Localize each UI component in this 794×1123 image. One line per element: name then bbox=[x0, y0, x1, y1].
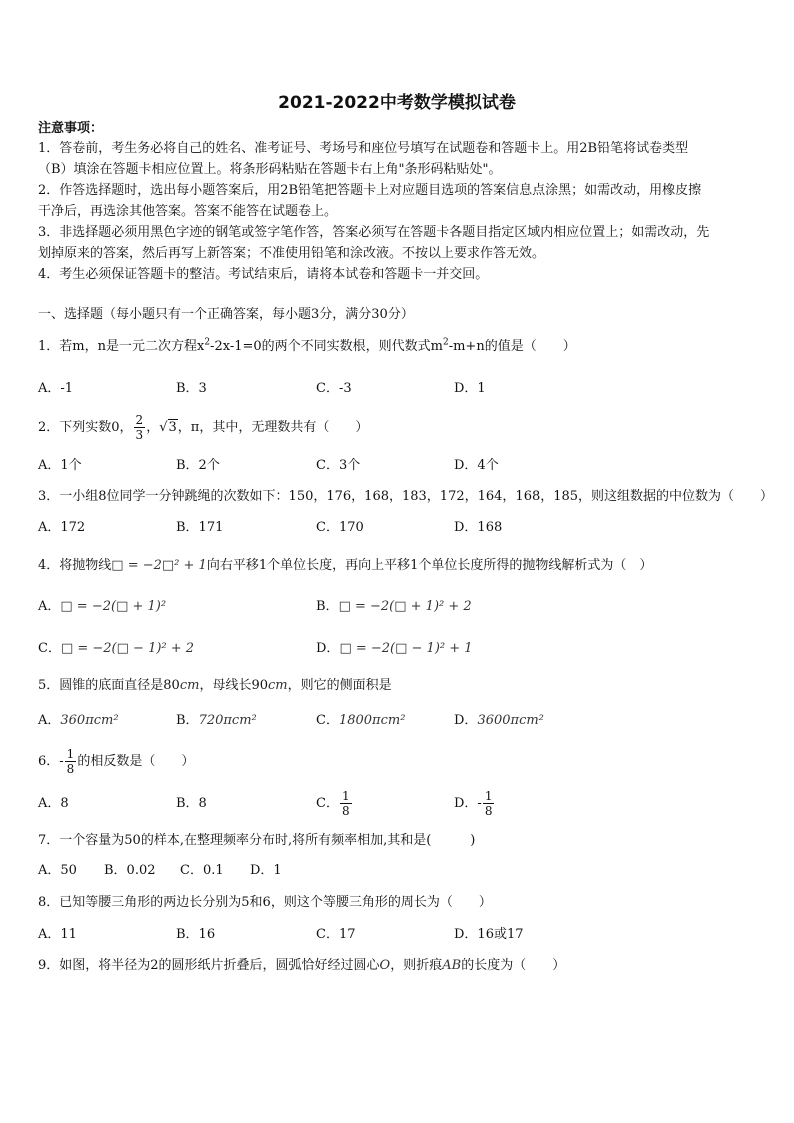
q4-option-b-expr: □ = −2(□ + 1)² + 2 bbox=[338, 599, 472, 614]
q4-option-d bbox=[316, 640, 473, 658]
q4-option-a bbox=[38, 598, 166, 616]
q9-text-b: ，则折痕 bbox=[390, 958, 443, 973]
q2-frac-num: 2 bbox=[135, 413, 144, 427]
q1-text-a: 1．若m，n是一元二次方程x bbox=[38, 339, 205, 354]
question-1 bbox=[38, 338, 576, 356]
q2-frac-den: 3 bbox=[135, 428, 144, 442]
q6-option-d-den: 8 bbox=[484, 804, 493, 818]
q3-option-d: D．168 bbox=[454, 520, 503, 535]
q2-option-b: B．2个 bbox=[176, 458, 220, 473]
sqrt-icon: √ bbox=[159, 420, 168, 435]
q1-option-c: C．-3 bbox=[316, 381, 352, 396]
q4-option-c bbox=[38, 640, 194, 658]
question-9 bbox=[38, 957, 565, 975]
q8-option-d: D．16或17 bbox=[454, 927, 524, 942]
question-4 bbox=[38, 557, 652, 575]
question-5 bbox=[38, 677, 392, 695]
q7-option-b: B．0.02 bbox=[104, 863, 156, 878]
question-8: 8．已知等腰三角形的两边长分别为5和6，则这个等腰三角形的周长为（ ） bbox=[38, 895, 492, 910]
notice-line-3: 2．作答选择题时，选出每小题答案后，用2B铅笔把答题卡上对应题目选项的答案信息点涂黑；如需改动，用橡皮擦 bbox=[38, 183, 702, 198]
notice-line-1: 1．答卷前，考生务必将自己的姓名、准考证号、考场号和座位号填写在试题卷和答题卡上。用2B铅笔将试卷类型 bbox=[38, 141, 689, 156]
q6-frac-num: 1 bbox=[66, 747, 75, 761]
q6-option-c-den: 8 bbox=[341, 804, 350, 818]
q9-fold-line: AB bbox=[442, 958, 462, 973]
q5-option-d-label: D． bbox=[454, 713, 478, 728]
question-2 bbox=[38, 410, 368, 446]
q1-option-d: D．1 bbox=[454, 381, 486, 396]
q4-option-b-label: B． bbox=[316, 599, 339, 614]
q5-option-b-label: B． bbox=[176, 713, 199, 728]
q6-option-b: B．8 bbox=[176, 796, 207, 811]
q4-option-d-expr: □ = −2(□ − 1)² + 1 bbox=[339, 641, 473, 656]
notice-line-6: 划掉原来的答案，然后再写上新答案；不准使用铅笔和涂改液。不按以上要求作答无效。 bbox=[38, 246, 546, 261]
question-6 bbox=[38, 744, 194, 780]
q6-option-d-label: D．- bbox=[454, 796, 482, 811]
q4-option-c-expr: □ = −2(□ − 1)² + 2 bbox=[60, 641, 195, 656]
q2-option-d: D．4个 bbox=[454, 458, 499, 473]
q7-option-a: A．50 bbox=[38, 863, 77, 878]
q4-text-a: 4．将抛物线 bbox=[38, 558, 112, 573]
q9-text-c: 的长度为（ ） bbox=[461, 958, 566, 973]
q6-option-a: A．8 bbox=[38, 796, 69, 811]
q5-option-a bbox=[38, 712, 119, 730]
q6-text-b: 的相反数是（ ） bbox=[77, 754, 195, 769]
q6-option-c bbox=[316, 786, 353, 822]
q2-text-b: ，π，其中，无理数共有（ ） bbox=[177, 420, 369, 435]
q4-option-a-label: A． bbox=[38, 599, 61, 614]
q6-option-c-fraction bbox=[340, 789, 352, 818]
q1-sup2: 2 bbox=[442, 337, 449, 348]
q5-option-c bbox=[316, 712, 405, 730]
q5-text-a: 5．圆锥的底面直径是80 bbox=[38, 678, 180, 693]
q5-text-c: ，则它的侧面积是 bbox=[287, 678, 392, 693]
notice-line-4: 干净后，再选涂其他答案。答案不能答在试题卷上。 bbox=[38, 204, 338, 219]
q2-option-a: A．1个 bbox=[38, 458, 82, 473]
q4-option-d-label: D． bbox=[316, 641, 340, 656]
q2-sep: ， bbox=[146, 420, 160, 435]
q6-option-d-fraction bbox=[483, 789, 495, 818]
q5-option-b bbox=[176, 712, 257, 730]
exam-title: 2021-2022中考数学模拟试卷 bbox=[278, 93, 516, 113]
q8-option-a: A．11 bbox=[38, 927, 77, 942]
q6-option-c-num: 1 bbox=[341, 789, 350, 803]
q5-option-a-expr: 360πcm² bbox=[60, 713, 119, 728]
q5-unit-2: cm bbox=[267, 678, 288, 693]
q5-option-b-expr: 720πcm² bbox=[198, 713, 257, 728]
q2-fraction bbox=[134, 413, 146, 442]
q5-unit-1: cm bbox=[179, 678, 200, 693]
q8-option-c: C．17 bbox=[316, 927, 356, 942]
question-7: 7．一个容量为50的样本,在整理频率分布时,将所有频率相加,其和是( ) bbox=[38, 833, 476, 848]
q9-circle-center: O bbox=[379, 958, 391, 973]
q4-option-b bbox=[316, 598, 472, 616]
q6-text-a: 6．- bbox=[38, 754, 64, 769]
q6-option-d-num: 1 bbox=[484, 789, 493, 803]
q1-text-b: -2x-1=0的两个不同实数根，则代数式m bbox=[210, 339, 443, 354]
q4-option-a-expr: □ = −2(□ + 1)² bbox=[60, 599, 167, 614]
q2-sqrt bbox=[159, 410, 178, 446]
section-heading: 一、选择题（每小题只有一个正确答案，每小题3分，满分30分） bbox=[38, 307, 414, 322]
q5-option-a-label: A． bbox=[38, 713, 61, 728]
notice-line-2: （B）填涂在答题卡相应位置上。将条形码粘贴在答题卡右上角"条形码粘贴处"。 bbox=[38, 162, 502, 177]
q1-option-a: A．-1 bbox=[38, 381, 74, 396]
q3-option-a: A．172 bbox=[38, 520, 86, 535]
q5-option-c-expr: 1800πcm² bbox=[338, 713, 406, 728]
q1-text-c: -m+n的值是（ ） bbox=[448, 339, 576, 354]
q5-option-d-expr: 3600πcm² bbox=[477, 713, 544, 728]
q4-option-c-label: C． bbox=[38, 641, 61, 656]
q6-frac-den: 8 bbox=[66, 762, 75, 776]
q3-option-b: B．171 bbox=[176, 520, 224, 535]
q5-text-b: ，母线长90 bbox=[199, 678, 268, 693]
q2-text-a: 2．下列实数0， bbox=[38, 420, 133, 435]
q4-expr: □ = −2□² + 1 bbox=[111, 558, 207, 573]
notice-heading: 注意事项： bbox=[38, 121, 104, 136]
q8-option-b: B．16 bbox=[176, 927, 216, 942]
q6-option-c-label: C． bbox=[316, 796, 339, 811]
q2-radicand: 3 bbox=[168, 420, 177, 435]
notice-line-7: 4．考生必须保证答题卡的整洁。考试结束后，请将本试卷和答题卡一并交回。 bbox=[38, 267, 489, 282]
q6-option-d bbox=[454, 786, 495, 822]
question-3: 3．一小组8位同学一分钟跳绳的次数如下：150，176，168，183，172，164，168，185，则这组数据的中位数为（ ） bbox=[38, 489, 774, 504]
notice-line-5: 3．非选择题必须用黑色字迹的钢笔或签字笔作答，答案必须写在答题卡各题目指定区域内相应位置上；如需改动，先 bbox=[38, 225, 710, 240]
q4-text-b: 向右平移1个单位长度，再向上平移1个单位长度所得的抛物线解析式为（ ） bbox=[206, 558, 653, 573]
q5-option-c-label: C． bbox=[316, 713, 339, 728]
q5-option-d bbox=[454, 712, 544, 730]
q7-option-d: D．1 bbox=[250, 863, 282, 878]
q1-sup: 2 bbox=[204, 337, 211, 348]
q2-option-c: C．3个 bbox=[316, 458, 361, 473]
q9-text-a: 9．如图，将半径为2的圆形纸片折叠后，圆弧恰好经过圆心 bbox=[38, 958, 380, 973]
q6-fraction bbox=[65, 747, 77, 776]
q1-option-b: B．3 bbox=[176, 381, 207, 396]
q7-option-c: C．0.1 bbox=[180, 863, 224, 878]
q3-option-c: C．170 bbox=[316, 520, 364, 535]
